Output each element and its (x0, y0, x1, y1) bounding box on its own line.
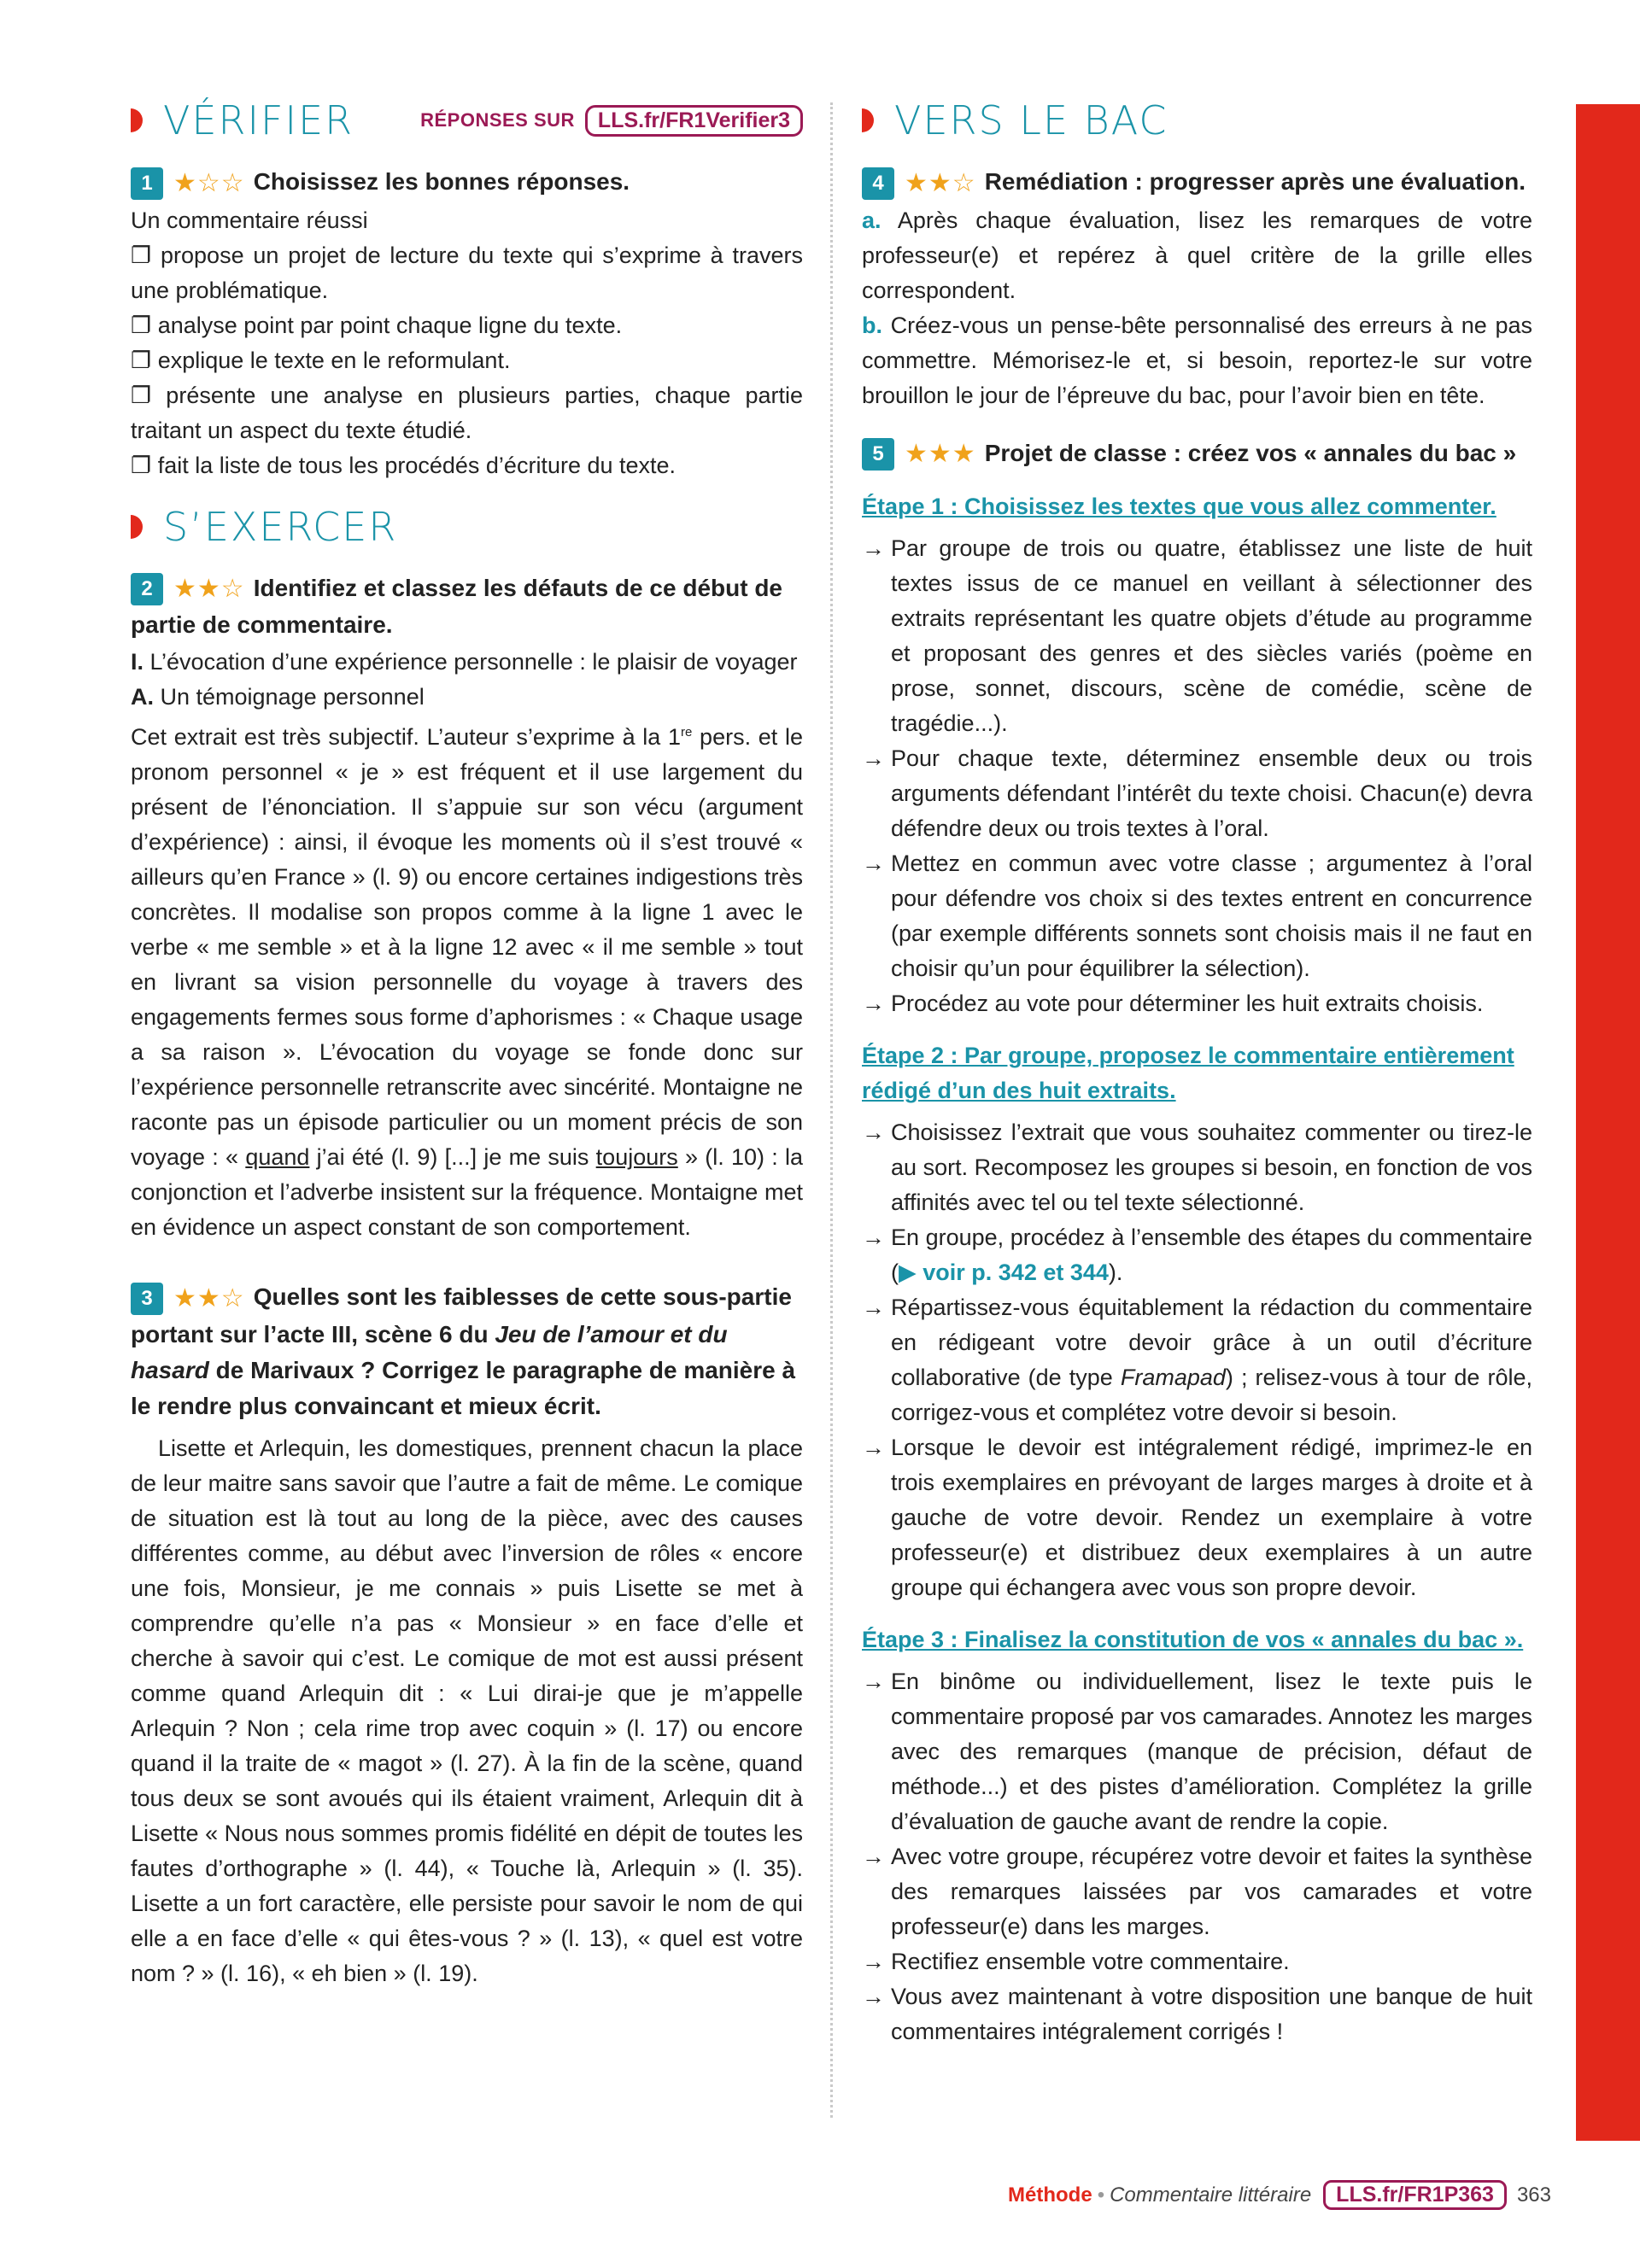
exercise-2-title: Identifiez et classez les défauts de ce début de partie de commentaire. (131, 574, 782, 639)
list-item (862, 1220, 1532, 1290)
etape-2-title: Étape 2 : Par groupe, proposez le commentaire entièrement rédigé d’un des huit extraits. (862, 1043, 1514, 1104)
underlined-word: toujours (595, 1144, 678, 1171)
checkbox-option[interactable]: ❐ explique le texte en le reformulant. (131, 347, 511, 373)
subpart-title: Un témoignage personnel (154, 684, 425, 710)
arrow-icon: → (862, 1119, 885, 1146)
exercise-3-heading (131, 1279, 803, 1424)
part-title: L’évocation d’une expérience personnelle : le plaisir de voyager (144, 649, 798, 675)
exercise-2-subpart-title (131, 680, 803, 715)
list-item-text: Mettez en commun avec votre classe ; argumentez à l’oral pour défendre vos choix si des textes entrent en concurrence (par exemple différents sonnets sont choisis mais il ne faut en choisir qu’un pour équilibrer la sélection). (891, 850, 1532, 982)
list-item (862, 741, 1532, 846)
exercise-4-b (862, 308, 1532, 413)
checkbox-option[interactable]: ❐ propose un projet de lecture du texte qui s’exprime à travers une problématique. (131, 242, 803, 303)
list-item-text: ). (1108, 1260, 1123, 1286)
checkbox-option[interactable]: ❐ présente une analyse en plusieurs parties, chaque partie traitant un aspect du texte étudié. (131, 382, 803, 443)
responses-label: RÉPONSES SUR (420, 109, 575, 131)
list-item-text: Choisissez l’extrait que vous souhaitez commenter ou tirez-le au sort. Recomposez les groupes si besoin, en fonction de vos affinités avec tel ou tel texte sélectionné. (891, 1119, 1532, 1216)
responses-link-group (420, 105, 803, 137)
list-item-text: Répartissez-vous équitablement la rédaction du commentaire en rédigeant votre devoir grâce à un outil d’écriture collaborative (de type (891, 1295, 1532, 1391)
list-item-text: Pour chaque texte, déterminez ensemble deux ou trois arguments défendant l’intérêt du texte choisi. Chacun(e) devra défendre deux ou trois textes à l’oral. (891, 745, 1532, 842)
right-column (862, 92, 1532, 2049)
arrow-icon: → (862, 1844, 885, 1870)
text-segment: Cet extrait est très subjectif. L’auteur s’exprime à la 1 (131, 724, 682, 751)
footer-separator: • (1097, 2183, 1105, 2207)
item-letter: b. (862, 312, 882, 338)
exercise-1-title: Choisissez les bonnes réponses. (253, 168, 630, 195)
exercise-4-heading (862, 164, 1532, 202)
list-item (862, 846, 1532, 986)
etape-3-title: Étape 3 : Finalisez la constitution de vos « annales du bac ». (862, 1627, 1524, 1653)
exercise-4-a (862, 203, 1532, 308)
list-item-text: Rectifiez ensemble votre commentaire. (891, 1949, 1290, 1975)
section-verifier-header (131, 92, 803, 149)
checkbox-option[interactable]: ❐ fait la liste de tous les procédés d’écriture du texte. (131, 452, 676, 478)
list-item (862, 1115, 1532, 1220)
footer-link[interactable]: LLS.fr/FR1P363 (1323, 2180, 1507, 2210)
arrow-icon: → (862, 535, 885, 562)
arrow-icon: → (862, 1669, 885, 1695)
responses-link[interactable]: LLS.fr/FR1Verifier3 (585, 105, 803, 137)
section-exercer-header (131, 499, 803, 555)
underlined-word: quand (245, 1144, 310, 1171)
section-title-verifier: VÉRIFIER (163, 97, 354, 143)
exercise-2-text (131, 715, 803, 1245)
list-item-text: Par groupe de trois ou quatre, établissez une liste de huit textes issus de ce manuel en veillant à sélectionner des extraits représentant les quatre objets d’étude au programme et proposant des genres et des siècles variés (poème en prose, sonnet, discours, scène de comédie, scène de tragédie...). (891, 535, 1532, 737)
difficulty-stars-icon: ★★☆ (905, 168, 976, 197)
arrow-icon: → (862, 850, 885, 877)
text-segment: j’ai été (l. 9) [...] je me suis (309, 1144, 596, 1171)
exercise-2-heading (131, 570, 803, 644)
item-letter: a. (862, 207, 882, 233)
text-segment: » (l. 10) : la conjonction et l’adverbe insistent sur la fréquence. Montaigne met en évidence un aspect constant de son comportement. (131, 1144, 803, 1241)
list-item (862, 986, 1532, 1021)
exercise-2-part-title (131, 645, 803, 680)
arrow-icon: → (862, 1295, 885, 1321)
difficulty-stars-icon: ★★☆ (173, 1283, 245, 1312)
superscript: re (681, 725, 693, 740)
arrow-icon: → (862, 1949, 885, 1975)
exercise-4-title: Remédiation : progresser après une évaluation. (984, 168, 1526, 195)
arrow-icon: → (862, 1435, 885, 1461)
difficulty-stars-icon: ★☆☆ (173, 168, 245, 197)
list-item-text: Avec votre groupe, récupérez votre devoir et faites la synthèse des remarques laissées par vos camarades et votre professeur(e) dans les marges. (891, 1844, 1532, 1940)
list-item-text: ) ; relisez-vous à tour de rôle, corrigez-vous et complétez votre devoir si besoin. (891, 1365, 1532, 1426)
exercise-1-heading (131, 164, 803, 202)
footer-section: Commentaire littéraire (1110, 2183, 1312, 2207)
section-title-exercer: S’EXERCER (163, 503, 398, 550)
part-label: I. (131, 649, 144, 675)
column-divider (830, 102, 833, 2118)
section-marker-icon (131, 515, 143, 539)
section-bac-header (862, 92, 1532, 149)
subpart-label: A. (131, 684, 154, 710)
list-item-text: Lorsque le devoir est intégralement rédigé, imprimez-le en trois exemplaires en prévoyant de larges marges à droite et à gauche de votre devoir. Rendez un exemplaire à votre professeur(e) et distribuez deux exemplaires à un autre groupe qui échangera avec vous son propre devoir. (891, 1435, 1532, 1601)
list-item-text: En groupe, procédez à l’ensemble des étapes du commentaire ( (891, 1225, 1532, 1286)
exercise-1-intro: Un commentaire réussi (131, 207, 368, 233)
item-text: Après chaque évaluation, lisez les remarques de votre professeur(e) et repérez à quel critère de la grille elles correspondent. (862, 207, 1532, 303)
arrow-icon: → (862, 1984, 885, 2010)
red-side-bar (1576, 104, 1640, 2141)
difficulty-stars-icon: ★★☆ (173, 575, 245, 604)
list-item (862, 1664, 1532, 1839)
exercise-number-badge: 5 (862, 438, 894, 471)
exercise-3-title-part: de Marivaux ? Corrigez le paragraphe de manière à le rendre plus convaincant et mieux écrit. (131, 1356, 796, 1419)
page-number: 363 (1516, 2183, 1551, 2207)
arrow-icon: → (862, 1225, 885, 1251)
exercise-5-heading (862, 435, 1532, 473)
list-item (862, 1839, 1532, 1944)
list-item (862, 1290, 1532, 1430)
exercise-3-title-part: Quelles sont les faiblesses de cette sous-partie portant sur l’acte III, scène 6 du (131, 1283, 792, 1347)
exercise-number-badge: 2 (131, 573, 163, 605)
exercise-number-badge: 4 (862, 167, 894, 200)
section-marker-icon (862, 108, 874, 132)
difficulty-stars-icon: ★★★ (905, 440, 976, 469)
list-item-text: Vous avez maintenant à votre disposition une banque de huit commentaires intégralement corrigés ! (891, 1984, 1532, 2045)
arrow-icon: → (862, 991, 885, 1017)
list-item-text: En binôme ou individuellement, lisez le texte puis le commentaire proposé par vos camarades. Annotez les marges avec des remarques (manque de précision, défaut de méthode...) et des pistes d’amélioration. Complétez la grille d’évaluation de gauche avant de rendre la copie. (891, 1669, 1532, 1835)
checkbox-option[interactable]: ❐ analyse point par point chaque ligne du texte. (131, 312, 623, 338)
list-item (862, 1979, 1532, 2049)
page-reference-link[interactable]: ▶ voir p. 342 et 344 (899, 1260, 1109, 1286)
arrow-icon: → (862, 745, 885, 772)
exercise-5-title: Projet de classe : créez vos « annales du bac » (984, 439, 1517, 466)
list-item-text: Procédez au vote pour déterminer les huit extraits choisis. (891, 991, 1484, 1017)
exercise-3-paragraph: Lisette et Arlequin, les domestiques, prennent chacun la place de leur maitre sans savoir que l’autre a fait de même. Le comique de situation est là tout au long de la pièce, avec des causes différentes comme, au début avec l’inversion de rôles « encore une fois, Monsieur, je me connais » puis Lisette se met à comprendre qu’elle n’a pas « Monsieur » en face d’elle et cherche à savoir qui c’est. Le comique de mot est aussi présent comme quand Arlequin dit : « Lui dirai-je que je m’appelle Arlequin ? Non ; cela rime trop avec coquin » (l. 17) ou encore quand il la traite de « magot » (l. 27). À la fin de la scène, quand tous deux se sont avoués qui ils étaient vraiment, Arlequin dit à Lisette « Nous nous sommes promis fidélité en dépit de toutes les fautes d’orthographe » (l. 44), « Touche là, Arlequin » (l. 35). Lisette a un fort caractère, elle persiste pour savoir le nom de qui elle a en face d’elle « qui êtes-vous ? » (l. 13), « quel est votre nom ? » (l. 16), « eh bien » (l. 19). (131, 1435, 803, 1986)
etape-1-title: Étape 1 : Choisissez les textes que vous allez commenter. (862, 494, 1496, 520)
footer-methode: Méthode (1008, 2183, 1092, 2207)
section-marker-icon (131, 108, 143, 132)
list-item (862, 1944, 1532, 1979)
left-column (131, 92, 803, 1991)
list-item (862, 531, 1532, 741)
text-segment: pers. et le pronom personnel « je » est fréquent et il use largement du présent de l’énonciation. Il s’appuie sur son vécu (argument d’expérience) : ainsi, il évoque les moments où il s’est trouvé « ailleurs qu’en France » (l. 9) ou encore certaines indigestions très concrètes. Il modalise son propos comme à la ligne 1 avec le verbe « me semble » et à la ligne 12 avec « il me semble » tout en livrant sa vision personnelle du voyage à travers des engagements fermes sous forme d’aphorismes : « Chaque usage a sa raison ». L’évocation du voyage se fonde donc sur l’expérience personnelle retranscrite avec sincérité. Montaigne ne raconte pas un épisode particulier ou un moment précis de son voyage : « (131, 724, 803, 1171)
play-title: Jeu de l’amour et du hasard (131, 1320, 728, 1383)
item-text: Créez-vous un pense-bête personnalisé des erreurs à ne pas commettre. Mémorisez-le et, si besoin, reportez-le sur votre brouillon le jour de l’épreuve du bac, pour l’avoir bien en tête. (862, 312, 1532, 408)
list-item (862, 1430, 1532, 1605)
exercise-number-badge: 1 (131, 167, 163, 200)
exercise-number-badge: 3 (131, 1283, 163, 1315)
tool-name: Framapad (1120, 1365, 1226, 1391)
section-title-bac: VERS LE BAC (894, 97, 1168, 143)
page-footer (1008, 2180, 1551, 2210)
